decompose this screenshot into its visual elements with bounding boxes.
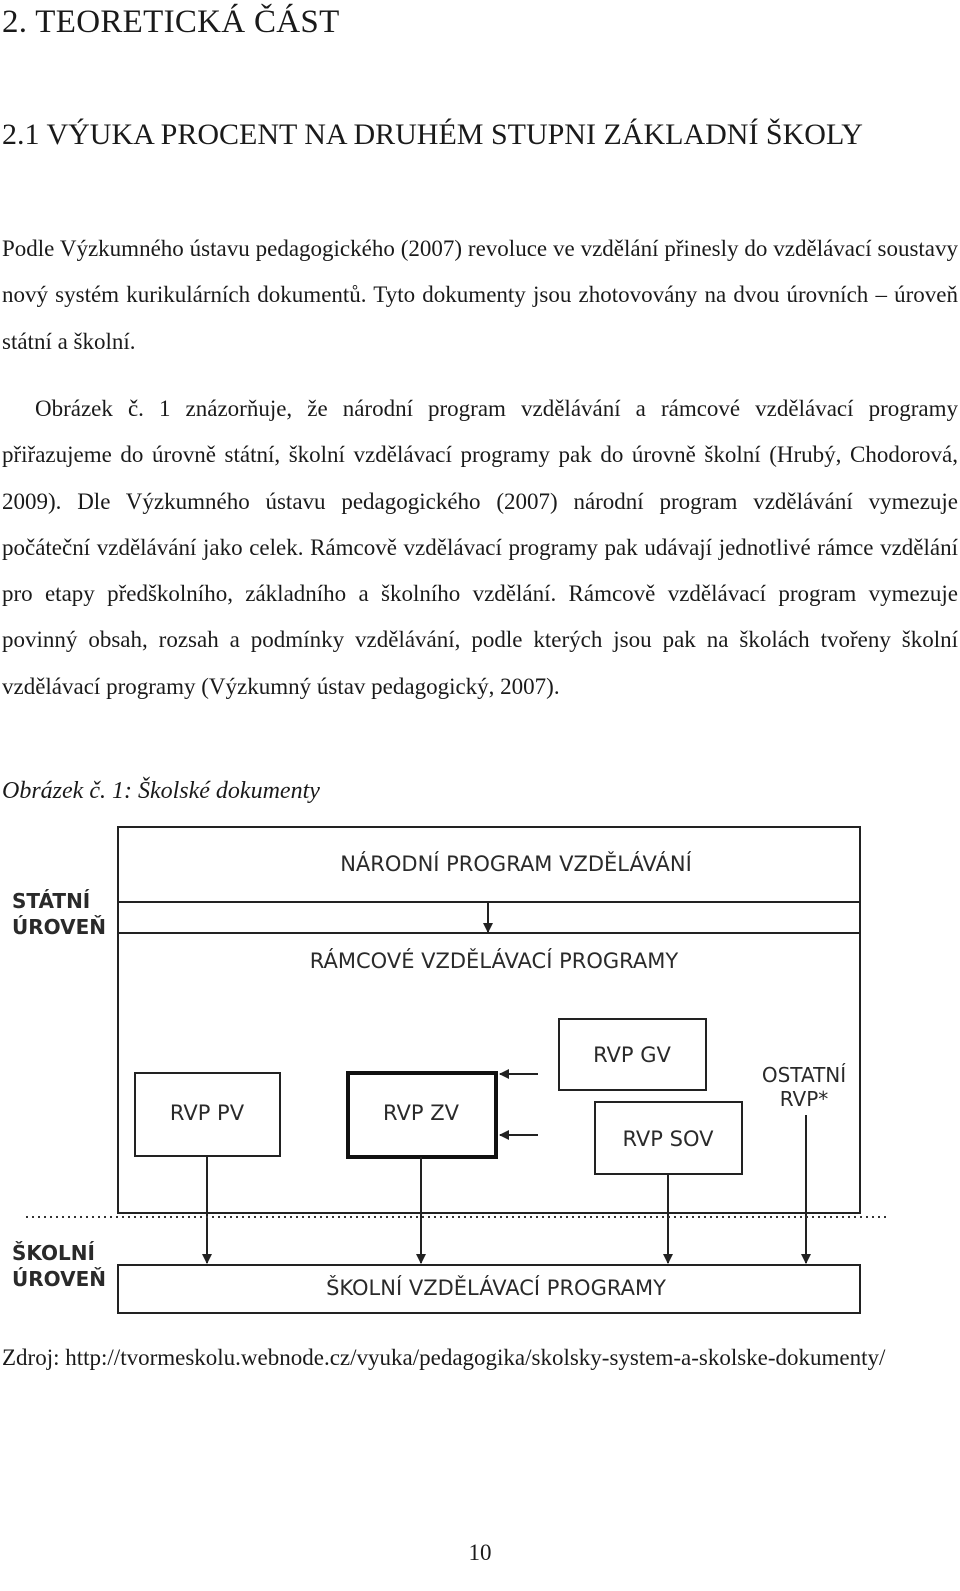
school-level-label-line1: ŠKOLNÍ [12, 1241, 95, 1265]
page-number: 10 [468, 1540, 492, 1565]
school-programs-label: ŠKOLNÍ VZDĚLÁVACÍ PROGRAMY [326, 1276, 666, 1300]
paragraph-figure-description: Obrázek č. 1 znázorňuje, že národní program vzdělávání a rámcové vzdělávací programy přiřazujeme do úrovně státní, školní vzdělávací programy pak do úrovně školní (Hrubý, Chodorová, 2009). Dle Výzkumného ústavu pedagogického (2007) národní program vzdělávání vymezuje počáteční vzdělávání jako celek. Rámcově vzdělávací programy pak udávají jednotlivé rámce vzdělání pro etapy předškolního, základního a školního vzdělání. Rámcově vzdělávací program vymezuje povinný obsah, rozsah a podmínky vzdělávání, podle kterých jsou pak na školách tvořeny školní vzdělávací programy (Výzkumný ústav pedagogický, 2007). [2, 396, 958, 699]
figure-caption: Obrázek č. 1: Školské dokumenty [2, 778, 320, 804]
paragraph-intro: Podle Výzkumného ústavu pedagogického (2007) revoluce ve vzdělání přinesly do vzdělávací soustavy nový systém kurikulárních dokumentů. Tyto dokumenty jsou zhotovovány na dvou úrovních – úroveň státní a školní. [2, 236, 958, 354]
rvp-gv-label: RVP GV [593, 1043, 671, 1067]
section-heading: 2.1 VÝUKA PROCENT NA DRUHÉM STUPNI ZÁKLADNÍ ŠKOLY [2, 118, 863, 151]
other-rvp-label-line2: RVP* [779, 1087, 829, 1111]
chapter-heading: 2. TEORETICKÁ ČÁST [2, 4, 340, 40]
school-documents-diagram [0, 820, 960, 1320]
state-level-label-line2: ÚROVEŇ [12, 915, 106, 939]
framework-programs-label: RÁMCOVÉ VZDĚLÁVACÍ PROGRAMY [309, 949, 679, 973]
other-rvp-label-line1: OSTATNÍ [761, 1063, 847, 1087]
school-level-label-line2: ÚROVEŇ [12, 1267, 106, 1291]
rvp-sov-label: RVP SOV [622, 1127, 714, 1151]
state-level-label-line1: STÁTNÍ [12, 889, 91, 913]
rvp-pv-label: RVP PV [169, 1101, 245, 1125]
national-program-label: NÁRODNÍ PROGRAM VZDĚLÁVÁNÍ [340, 852, 692, 876]
rvp-zv-label: RVP ZV [383, 1101, 459, 1125]
figure-source: Zdroj: http://tvormeskolu.webnode.cz/vyuka/pedagogika/skolsky-system-a-skolske-dokumenty/ [2, 1345, 886, 1370]
